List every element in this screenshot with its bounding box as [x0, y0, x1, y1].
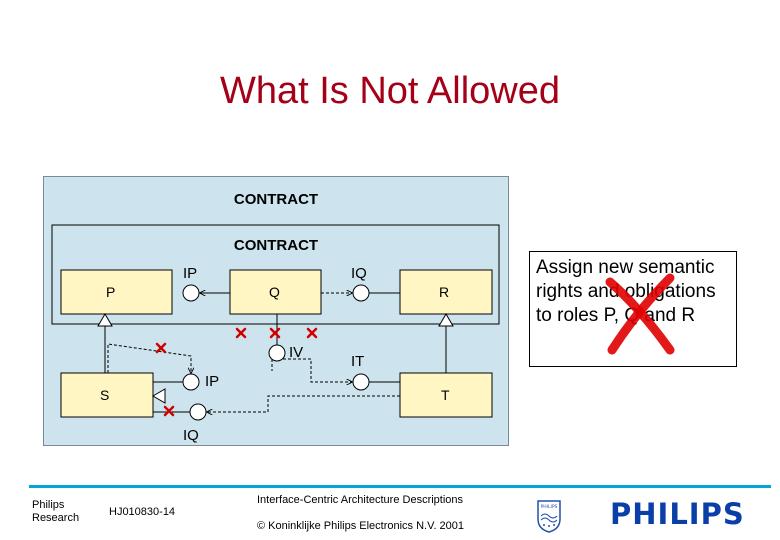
interface-it — [353, 374, 369, 390]
interface-iq-top — [353, 285, 369, 301]
role-q-label: Q — [269, 284, 280, 300]
role-s-label: S — [100, 387, 110, 403]
outer-contract-label: CONTRACT — [233, 191, 319, 208]
interface-iv — [269, 345, 285, 361]
philips-shield-icon — [536, 499, 562, 533]
interface-iv-label: IV — [289, 344, 304, 361]
footer-org-line2: Research — [32, 512, 80, 524]
interface-iq-top-label: IQ — [351, 265, 367, 282]
interface-iq-bottom — [190, 404, 206, 420]
interface-ip-top — [183, 285, 199, 301]
interface-ip-top-label: IP — [183, 265, 198, 282]
role-p-box — [61, 270, 172, 314]
interface-iq-bottom-label: IQ — [183, 427, 199, 444]
interface-ip-bottom-label: IP — [205, 373, 220, 390]
footer-presentation-title: Interface-Centric Architecture Descriptions — [257, 494, 464, 506]
interface-it-label: IT — [351, 353, 365, 370]
footer-doc-id: HJ010830-14 — [109, 506, 176, 518]
philips-logo: PHILIPS — [610, 497, 745, 531]
role-p-label: P — [106, 284, 116, 300]
slide-title: What Is Not Allowed — [219, 70, 561, 112]
large-cross-mark-icon — [600, 270, 680, 358]
footer-copyright: © Koninklijke Philips Electronics N.V. 2001 — [257, 520, 465, 532]
footer-divider — [29, 485, 771, 488]
role-t-label: T — [441, 387, 450, 403]
svg-text:PHILIPS: PHILIPS — [540, 505, 558, 510]
inner-contract-label: CONTRACT — [233, 237, 319, 254]
callout-box — [529, 251, 737, 367]
footer-org-line1: Philips — [32, 499, 65, 511]
callout-text: Assign new semantic rights and obligations to roles P, Q and R — [536, 257, 716, 326]
architecture-diagram — [43, 176, 509, 446]
role-r-label: R — [439, 284, 450, 300]
interface-ip-bottom — [183, 374, 199, 390]
